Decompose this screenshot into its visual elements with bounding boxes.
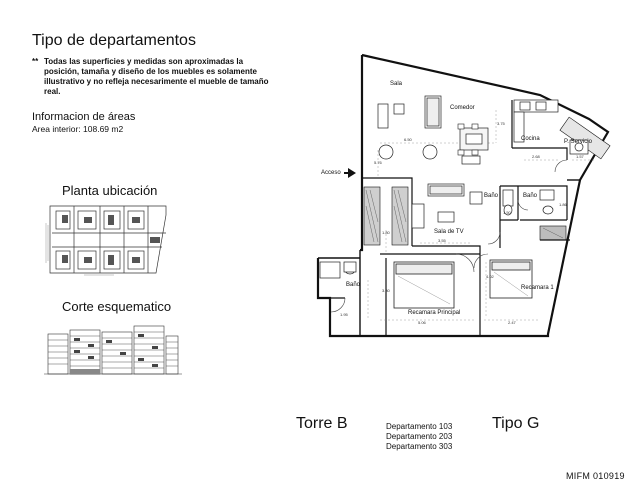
dim-sala-w: 6.50 [404,137,412,142]
dim-tv-w: 3.55 [438,238,446,243]
note-marker: ** [32,57,39,66]
document-code: MIFM 010919 [566,471,625,481]
dim-servicio-w: 1.57 [576,154,584,159]
dim-bano3-h: 1.95 [340,312,348,317]
label-sala: Sala [390,81,403,87]
label-recamara-principal: Recamara Principal [408,310,461,316]
dim-comedor-h: 3.75 [497,121,505,126]
label-cocina: Cocina [521,136,540,142]
label-bano-1: Baño [484,193,499,199]
dim-rp-w: 5.06 [418,320,426,325]
dim-r1-w: 2.47 [508,320,516,325]
label-servicio: P. Servicio [564,139,592,145]
torre-label: Torre B [296,415,348,432]
dim-hall-w: 1.80 [382,230,390,235]
dim-rp-h: 3.30 [382,288,390,293]
areas-heading: Informacion de áreas [32,111,136,123]
label-bano-3: Baño [346,282,361,288]
departamentos-list [386,422,452,452]
label-recamara-1: Recamara 1 [521,285,554,291]
label-comedor: Comedor [450,105,475,111]
departamento-item: Departamento 103 [386,422,453,431]
departamento-item: Departamento 203 [386,432,453,441]
dim-bano-h: 1.50 [503,210,511,215]
label-acceso: Acceso [321,170,341,176]
area-interior: Area interior: 108.69 m2 [32,124,124,134]
dim-r1-h: 4.02 [486,274,494,279]
ubicacion-heading: Planta ubicación [62,183,158,198]
dim-bano-w: 1.86 [559,202,567,207]
label-sala-tv: Sala de TV [434,229,464,235]
dim-cocina-w: 2.68 [532,154,540,159]
note-text: Todas las superficies y medidas son aproximadas la posición, tamaña y diseño de los muebles es solamente illustrativo y no refleja necesarimente el mueble de tamaño real. [44,57,269,96]
entrance-arrow [344,168,356,178]
tipo-label: Tipo G [492,415,540,432]
page-title: Tipo de departamentos [32,32,196,49]
label-bano-2: Baño [523,193,538,199]
corte-heading: Corte esquematico [62,299,172,314]
dim-sala-h: 5.76 [374,160,382,165]
departamento-item: Departamento 303 [386,442,453,451]
